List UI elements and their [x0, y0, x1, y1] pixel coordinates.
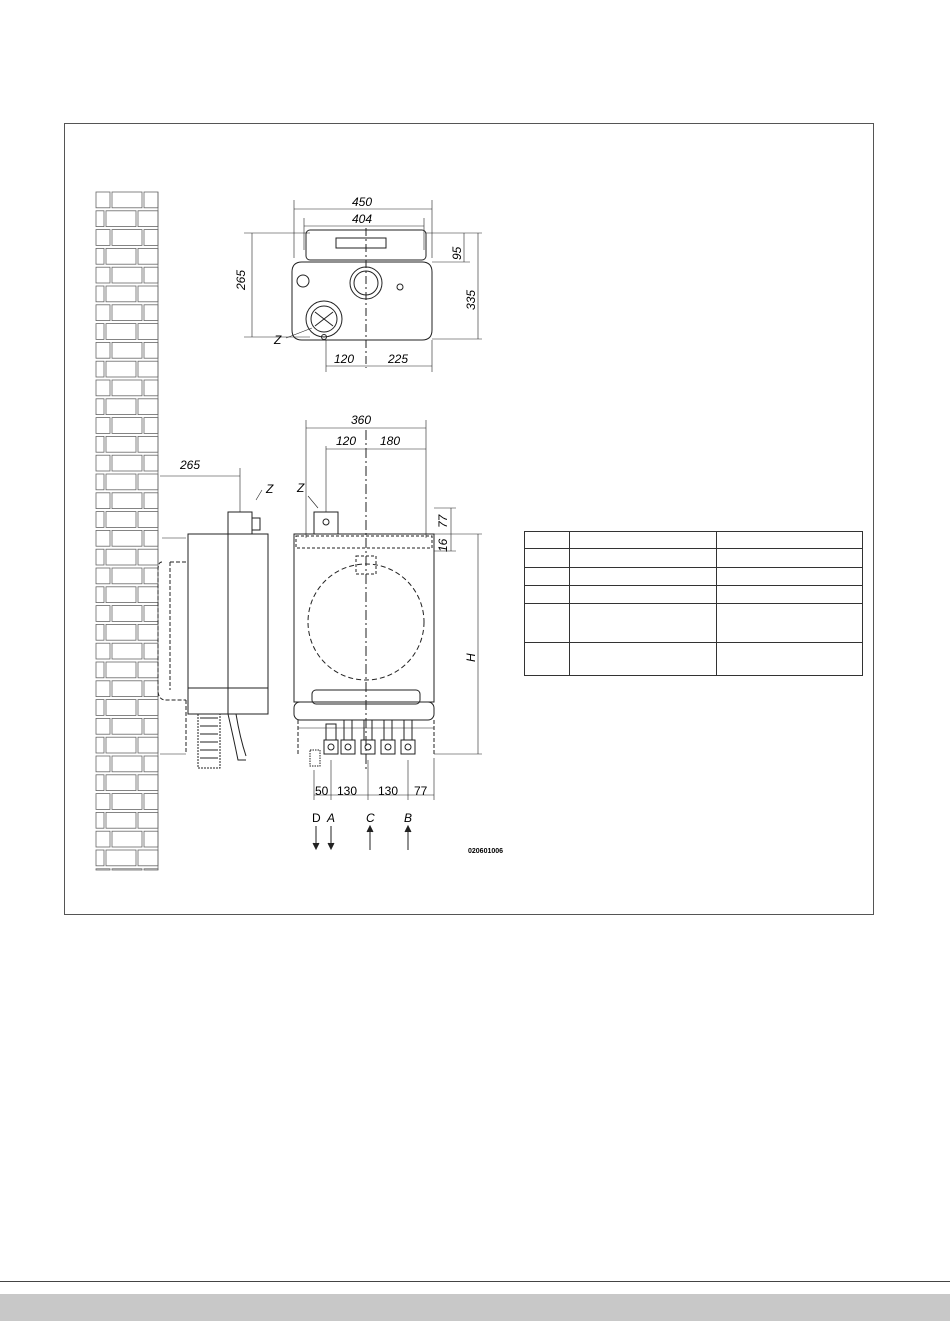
brick: [138, 737, 158, 753]
brick: [138, 248, 158, 264]
brick: [106, 700, 136, 716]
brick: [96, 248, 104, 264]
brick: [138, 512, 158, 528]
brick: [112, 831, 142, 847]
brick: [106, 286, 136, 302]
brick: [144, 643, 158, 659]
table-cell: [717, 643, 863, 676]
side-label-z: Z: [266, 482, 274, 496]
brick: [106, 812, 136, 828]
table-row: [525, 568, 863, 586]
brick: [112, 568, 142, 584]
table-cell: [717, 532, 863, 549]
brick: [106, 737, 136, 753]
brick: [138, 850, 158, 866]
brick: [112, 869, 142, 870]
brick: [96, 361, 104, 377]
brick: [112, 380, 142, 396]
brick: [96, 869, 110, 870]
brick: [138, 700, 158, 716]
brick: [112, 643, 142, 659]
front-offset-120: 120: [336, 434, 357, 448]
brick: [112, 756, 142, 772]
brick: [96, 737, 104, 753]
table-row: [525, 643, 863, 676]
brick: [144, 230, 158, 246]
brick: [96, 718, 110, 734]
brick: [138, 436, 158, 452]
table-row: [525, 586, 863, 604]
brick: [96, 455, 110, 471]
top-label-z: Z: [274, 333, 282, 347]
front-height-h: H: [464, 653, 478, 662]
brick: [96, 681, 110, 697]
brick: [138, 549, 158, 565]
brick: [144, 192, 158, 208]
brick: [96, 850, 104, 866]
brick: [106, 211, 136, 227]
brick: [144, 606, 158, 622]
footer-divider: [0, 1281, 950, 1282]
brick: [144, 718, 158, 734]
brick: [112, 418, 142, 434]
brick: [96, 324, 104, 340]
brick: [96, 700, 104, 716]
brick: [144, 342, 158, 358]
table-cell: [525, 586, 570, 604]
brick: [106, 850, 136, 866]
table-cell: [570, 568, 717, 586]
brick: [96, 606, 110, 622]
brick: [96, 512, 104, 528]
brick: [144, 305, 158, 321]
table-cell: [525, 549, 570, 568]
top-depth-265: 265: [234, 269, 248, 290]
brick: [144, 455, 158, 471]
brick: [96, 643, 110, 659]
brick: [96, 267, 110, 283]
table-cell: [570, 586, 717, 604]
brick: [106, 549, 136, 565]
brick: [96, 587, 104, 603]
brick: [96, 794, 110, 810]
brick: [144, 530, 158, 546]
brick: [112, 530, 142, 546]
top-width-404: 404: [352, 212, 373, 226]
brick: [96, 436, 104, 452]
brick: [96, 474, 104, 490]
table-cell: [570, 549, 717, 568]
brick: [138, 812, 158, 828]
brick: [112, 606, 142, 622]
brick: [112, 230, 142, 246]
brick: [138, 624, 158, 640]
brick: [96, 756, 110, 772]
brick: [106, 436, 136, 452]
brick: [106, 324, 136, 340]
brick: [106, 662, 136, 678]
side-view: [158, 468, 268, 768]
brick: [112, 305, 142, 321]
front-top-offset-77: 77: [436, 514, 450, 528]
brick: [96, 342, 110, 358]
connection-label-a: A: [327, 811, 336, 825]
brick: [106, 587, 136, 603]
front-offset-180: 180: [380, 434, 401, 448]
table-cell: [717, 568, 863, 586]
footer-bar: [0, 1294, 950, 1321]
connection-label-d: D: [312, 811, 321, 825]
connection-fittings: [310, 720, 415, 766]
top-offset-225: 225: [388, 352, 409, 366]
brick: [96, 286, 104, 302]
brick: [138, 361, 158, 377]
front-label-z: Z: [297, 481, 305, 495]
brick: [96, 568, 110, 584]
top-depth-335: 335: [464, 289, 478, 310]
brick: [96, 831, 110, 847]
spacing-77: 77: [414, 784, 428, 798]
brick: [96, 530, 110, 546]
brick: [138, 662, 158, 678]
side-wall-distance-265: 265: [180, 458, 201, 472]
table-cell: [525, 532, 570, 549]
connection-label-b: B: [404, 811, 413, 825]
top-depth-95: 95: [450, 246, 464, 260]
brick: [106, 624, 136, 640]
brick: [112, 493, 142, 509]
brick: [112, 192, 142, 208]
brick: [96, 775, 104, 791]
front-width-360: 360: [351, 413, 372, 427]
table-cell: [717, 549, 863, 568]
table-row: [525, 604, 863, 643]
brick: [144, 418, 158, 434]
brick: [96, 192, 110, 208]
spacing-130-a: 130: [337, 784, 358, 798]
brick: [112, 342, 142, 358]
brick: [106, 512, 136, 528]
brick: [144, 831, 158, 847]
brick: [96, 211, 104, 227]
table-cell: [717, 604, 863, 643]
brick: [96, 418, 110, 434]
brick: [144, 756, 158, 772]
table-row: [525, 549, 863, 568]
brick: [106, 399, 136, 415]
brick: [96, 812, 104, 828]
brick: [96, 549, 104, 565]
table-cell: [525, 604, 570, 643]
table-row: [525, 532, 863, 549]
brick: [138, 286, 158, 302]
brick: [96, 305, 110, 321]
brick: [96, 662, 104, 678]
drawing-code: 020601006: [468, 848, 504, 855]
brick: [106, 248, 136, 264]
brick: [138, 775, 158, 791]
brick: [106, 474, 136, 490]
brick: [96, 493, 110, 509]
brick: [144, 794, 158, 810]
legend-table: [524, 531, 863, 676]
table-cell: [525, 643, 570, 676]
brick: [138, 587, 158, 603]
brick: [106, 775, 136, 791]
table-cell: [717, 586, 863, 604]
brick: [96, 624, 104, 640]
table-cell: [570, 643, 717, 676]
table-cell: [570, 532, 717, 549]
spacing-50: 50: [315, 784, 329, 798]
brick: [138, 211, 158, 227]
table-cell: [570, 604, 717, 643]
brick: [144, 869, 158, 870]
brick: [144, 493, 158, 509]
brick: [144, 267, 158, 283]
top-offset-120: 120: [334, 352, 355, 366]
connection-label-c: C: [366, 811, 375, 825]
brick: [96, 399, 104, 415]
front-bracket-16: 16: [436, 538, 450, 552]
brick: [112, 455, 142, 471]
brick: [112, 267, 142, 283]
brick: [112, 794, 142, 810]
brick: [138, 474, 158, 490]
brick: [138, 399, 158, 415]
brick: [138, 324, 158, 340]
top-width-450: 450: [352, 195, 373, 209]
brick-wall: [96, 192, 158, 870]
brick: [112, 681, 142, 697]
brick: [96, 230, 110, 246]
brick: [144, 568, 158, 584]
brick: [112, 718, 142, 734]
brick: [144, 380, 158, 396]
brick: [144, 681, 158, 697]
spacing-130-b: 130: [378, 784, 399, 798]
brick: [96, 380, 110, 396]
table-cell: [525, 568, 570, 586]
brick: [106, 361, 136, 377]
